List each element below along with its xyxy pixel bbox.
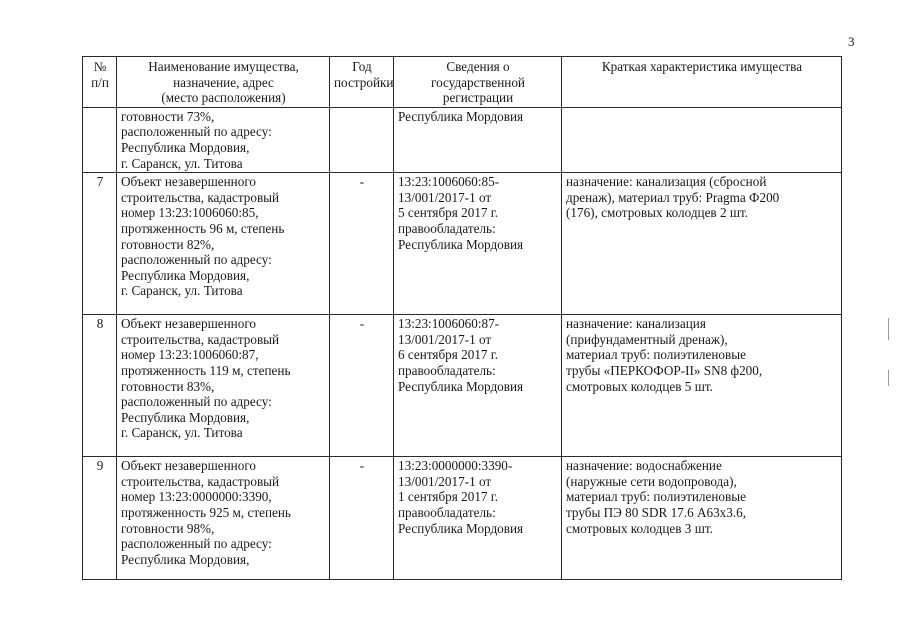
cell-name: готовности 73%, расположенный по адресу: Республика Мордовия, г. Саранск, ул. Титова	[117, 107, 330, 172]
cell-characteristics: назначение: канализация (прифундаментный дренаж), материал труб: полиэтиленовые трубы «ПЕРКОФОР-II» SN8 ф200, смотровых колодцев 5 шт.	[562, 315, 842, 457]
table-header-row	[83, 57, 842, 108]
cell-year: -	[330, 173, 394, 315]
cell-registration: 13:23:0000000:3390- 13/001/2017-1 от 1 сентября 2017 г. правообладатель: Республика Мордовия	[394, 457, 562, 580]
cell-year: -	[330, 315, 394, 457]
page-number: 3	[848, 34, 855, 49]
cell-number: 7	[83, 173, 117, 315]
cell-name: Объект незавершенного строительства, кадастровый номер 13:23:1006060:87, протяженность 119 м, степень готовности 83%, расположенный по адресу: Республика Мордовия, г. Саранск, ул. Титова	[117, 315, 330, 457]
header-year: Год постройки	[330, 57, 394, 108]
cell-characteristics	[562, 107, 842, 172]
cell-year: -	[330, 457, 394, 580]
cell-name: Объект незавершенного строительства, кадастровый номер 13:23:1006060:85, протяженность 96 м, степень готовности 82%, расположенный по адресу: Республика Мордовия, г. Саранск, ул. Титова	[117, 173, 330, 315]
scan-mark	[888, 370, 889, 386]
cell-number: 9	[83, 457, 117, 580]
header-registration: Сведения о государственной регистрации	[394, 57, 562, 108]
cell-number	[83, 107, 117, 172]
cell-characteristics: назначение: канализация (сбросной дренаж), материал труб: Pragma Ф200 (176), смотровых колодцев 2 шт.	[562, 173, 842, 315]
header-name: Наименование имущества, назначение, адрес (место расположения)	[117, 57, 330, 108]
cell-registration: 13:23:1006060:85- 13/001/2017-1 от 5 сентября 2017 г. правообладатель: Республика Мордовия	[394, 173, 562, 315]
table-row-continuation	[83, 107, 842, 172]
cell-number: 8	[83, 315, 117, 457]
header-number: № п/п	[83, 57, 117, 108]
scan-mark	[888, 318, 889, 340]
cell-registration: Республика Мордовия	[394, 107, 562, 172]
table-row	[83, 315, 842, 457]
cell-name: Объект незавершенного строительства, кадастровый номер 13:23:0000000:3390, протяженность 925 м, степень готовности 98%, расположенный по адресу: Республика Мордовия,	[117, 457, 330, 580]
table-row	[83, 457, 842, 580]
cell-registration: 13:23:1006060:87- 13/001/2017-1 от 6 сентября 2017 г. правообладатель: Республика Мордовия	[394, 315, 562, 457]
header-characteristics: Краткая характеристика имущества	[562, 57, 842, 108]
cell-characteristics: назначение: водоснабжение (наружные сети водопровода), материал труб: полиэтиленовые трубы ПЭ 80 SDR 17.6 А63х3.6, смотровых колодцев 3 шт.	[562, 457, 842, 580]
property-table	[82, 56, 842, 580]
cell-year	[330, 107, 394, 172]
table-row	[83, 173, 842, 315]
